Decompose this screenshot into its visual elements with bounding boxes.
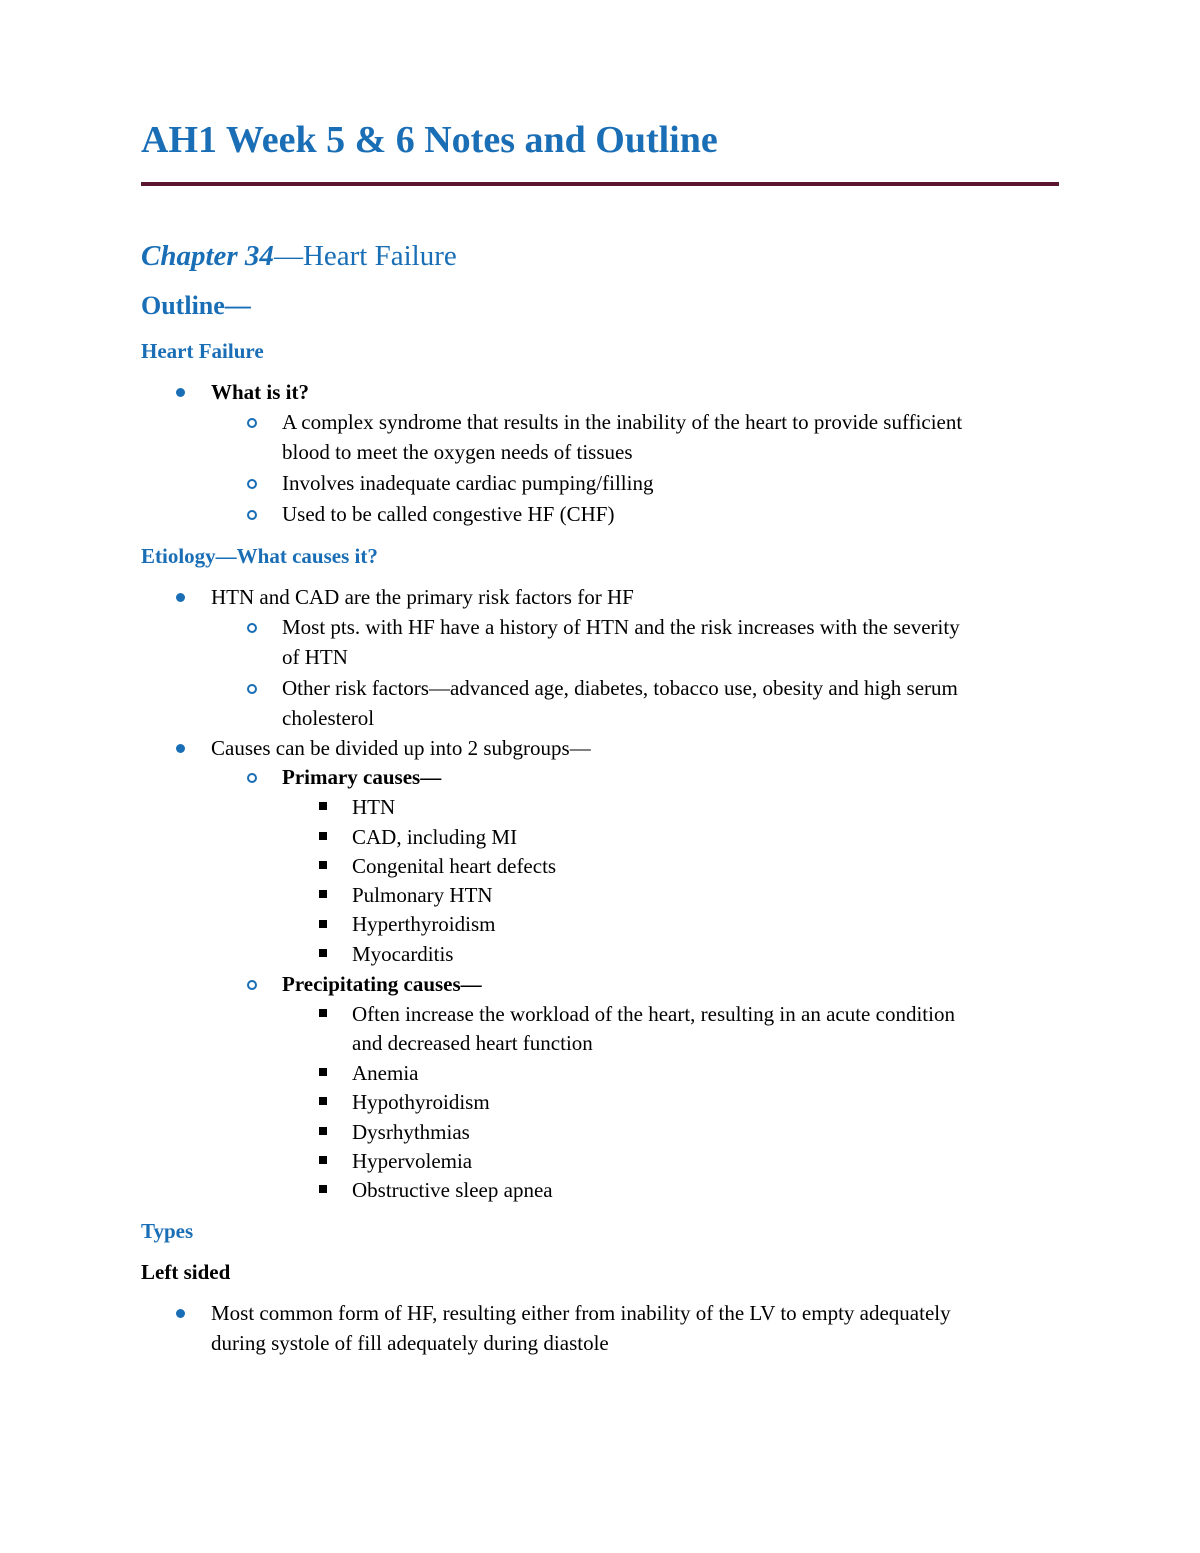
chapter-number: Chapter 34: [141, 240, 274, 272]
bullet-circle: [247, 479, 257, 489]
bullet-circle: [247, 623, 257, 633]
section-heading-heart-failure: Heart Failure: [141, 339, 264, 363]
list-item: Myocarditis: [352, 942, 454, 966]
list-item: Precipitating causes—: [282, 972, 482, 996]
bullet-square: [319, 1156, 327, 1164]
list-item: What is it?: [211, 380, 310, 404]
list-item: Causes can be divided up into 2 subgroups—: [211, 736, 591, 760]
list-item: Often increase the workload of the heart, resulting in an acute condition: [352, 1002, 955, 1026]
list-item: Most common form of HF, resulting either from inability of the LV to empty adequately: [211, 1301, 951, 1325]
chapter-heading: [141, 238, 457, 274]
subheading-left-sided: Left sided: [141, 1260, 231, 1284]
bullet-square: [319, 1068, 327, 1076]
list-item: Most pts. with HF have a history of HTN and the risk increases with the severity: [282, 615, 960, 639]
list-item: CAD, including MI: [352, 825, 518, 849]
bullet-square: [319, 861, 327, 869]
bullet-circle: [247, 980, 257, 990]
title-divider: [141, 182, 1059, 186]
bullet-disc: [176, 388, 185, 397]
outline-heading: Outline—: [141, 291, 251, 320]
list-item: Congenital heart defects: [352, 854, 557, 878]
bullet-square: [319, 1185, 327, 1193]
list-item: A complex syndrome that results in the inability of the heart to provide sufficient: [282, 410, 963, 434]
bullet-square: [319, 949, 327, 957]
list-item: Dysrhythmias: [352, 1120, 470, 1144]
bullet-circle: [247, 510, 257, 520]
list-item: Pulmonary HTN: [352, 883, 493, 907]
bullet-square: [319, 802, 327, 810]
bullet-disc: [176, 1309, 185, 1318]
bullet-disc: [176, 744, 185, 753]
list-item-continuation: of HTN: [282, 645, 348, 669]
list-item: HTN: [352, 795, 396, 819]
bullet-square: [319, 920, 327, 928]
bullet-square: [319, 1097, 327, 1105]
bullet-square: [319, 832, 327, 840]
bullet-square: [319, 1127, 327, 1135]
list-item: Obstructive sleep apnea: [352, 1178, 553, 1202]
bullet-circle: [247, 418, 257, 428]
list-item: Anemia: [352, 1061, 419, 1085]
bullet-circle: [247, 773, 257, 783]
document-title: AH1 Week 5 & 6 Notes and Outline: [141, 119, 718, 161]
list-item: Hypervolemia: [352, 1149, 473, 1173]
bullet-disc: [176, 593, 185, 602]
list-item: Primary causes—: [282, 765, 442, 789]
list-item: Hypothyroidism: [352, 1090, 490, 1114]
section-heading-types: Types: [141, 1219, 194, 1243]
list-item: Used to be called congestive HF (CHF): [282, 502, 615, 526]
bullet-circle: [247, 684, 257, 694]
list-item-continuation: blood to meet the oxygen needs of tissues: [282, 440, 633, 464]
bullet-square: [319, 890, 327, 898]
list-item-continuation: cholesterol: [282, 706, 375, 730]
list-item: Hyperthyroidism: [352, 912, 496, 936]
list-item: Involves inadequate cardiac pumping/filling: [282, 471, 654, 495]
chapter-name: Heart Failure: [302, 240, 457, 272]
chapter-dash: —: [273, 240, 303, 272]
section-heading-etiology: Etiology—What causes it?: [141, 544, 378, 568]
bullet-square: [319, 1009, 327, 1017]
list-item: HTN and CAD are the primary risk factors for HF: [211, 585, 634, 609]
list-item-continuation: and decreased heart function: [352, 1031, 593, 1055]
list-item: Other risk factors—advanced age, diabetes, tobacco use, obesity and high serum: [282, 676, 958, 700]
list-item-continuation: during systole of fill adequately during diastole: [211, 1331, 609, 1355]
